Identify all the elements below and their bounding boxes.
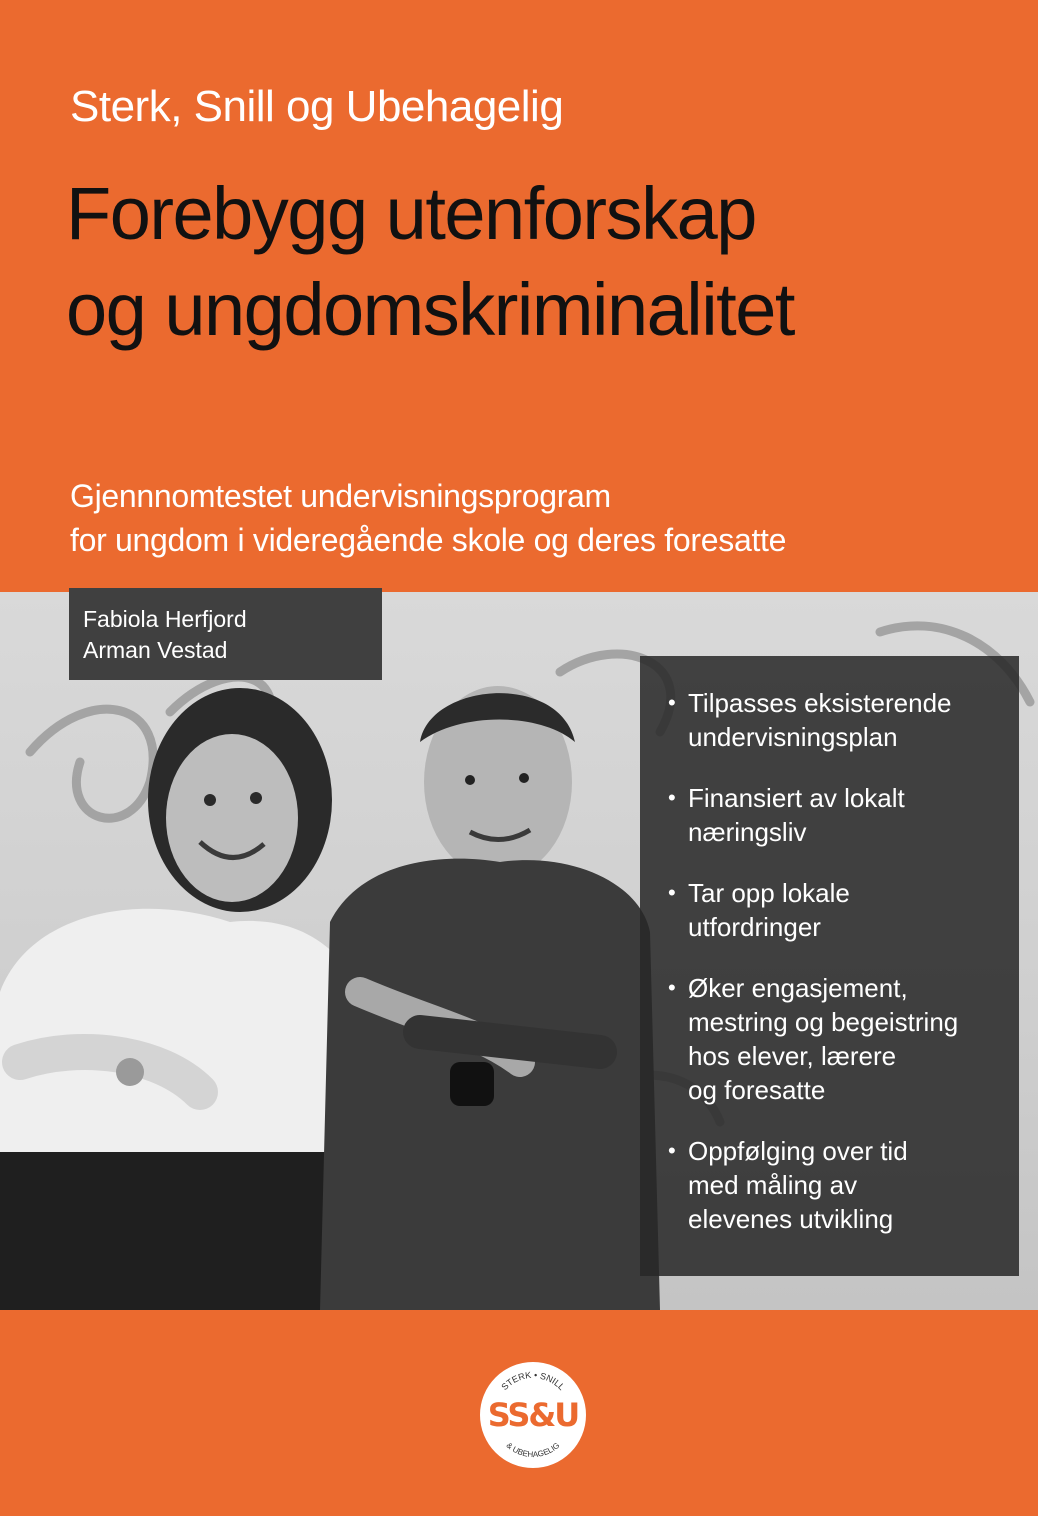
logo-bottom-text: & UBEHAGELIG <box>504 1440 562 1460</box>
benefit-line: mestring og begeistring <box>688 1007 959 1037</box>
ssu-logo <box>480 1362 586 1468</box>
benefit-item <box>668 781 1003 849</box>
benefit-line: hos elever, lærere <box>688 1041 897 1071</box>
benefit-line: elevenes utvikling <box>688 1204 894 1234</box>
benefit-line: og foresatte <box>688 1075 826 1105</box>
benefit-line: • Øker engasjement, <box>688 973 908 1003</box>
logo-mark: SS&U <box>487 1396 579 1434</box>
main-title-line: og ungdomskriminalitet <box>66 268 794 351</box>
benefit-line: • Oppfølging over tid <box>688 1136 908 1166</box>
main-title-line: Forebygg utenforskap <box>66 172 756 255</box>
benefit-line: næringsliv <box>688 817 807 847</box>
benefit-item <box>668 876 1003 944</box>
benefit-line: • Finansiert av lokalt <box>688 783 905 813</box>
main-title <box>66 166 794 358</box>
benefit-line: undervisningsplan <box>688 722 898 752</box>
logo-top-text: STERK • SNILL <box>499 1369 567 1393</box>
subtitle-line: Gjennnomtestet undervisningsprogram <box>70 478 611 514</box>
benefit-item <box>668 1134 1003 1236</box>
subtitle-line: for ungdom i videregående skole og deres foresatte <box>70 522 787 558</box>
author-name: Arman Vestad <box>83 637 228 663</box>
subtitle <box>70 474 786 562</box>
benefits-list <box>668 686 1003 1236</box>
person-right <box>320 686 660 1310</box>
author-name: Fabiola Herfjord <box>83 606 247 632</box>
authors-box <box>69 588 382 680</box>
benefit-line: utfordringer <box>688 912 821 942</box>
benefit-line: med måling av <box>688 1170 858 1200</box>
benefit-line: • Tar opp lokale <box>688 878 850 908</box>
benefit-item <box>668 686 1003 754</box>
benefits-panel <box>640 656 1019 1276</box>
series-title: Sterk, Snill og Ubehagelig <box>70 82 564 131</box>
benefit-item <box>668 971 1003 1107</box>
benefit-line: • Tilpasses eksisterende <box>688 688 952 718</box>
